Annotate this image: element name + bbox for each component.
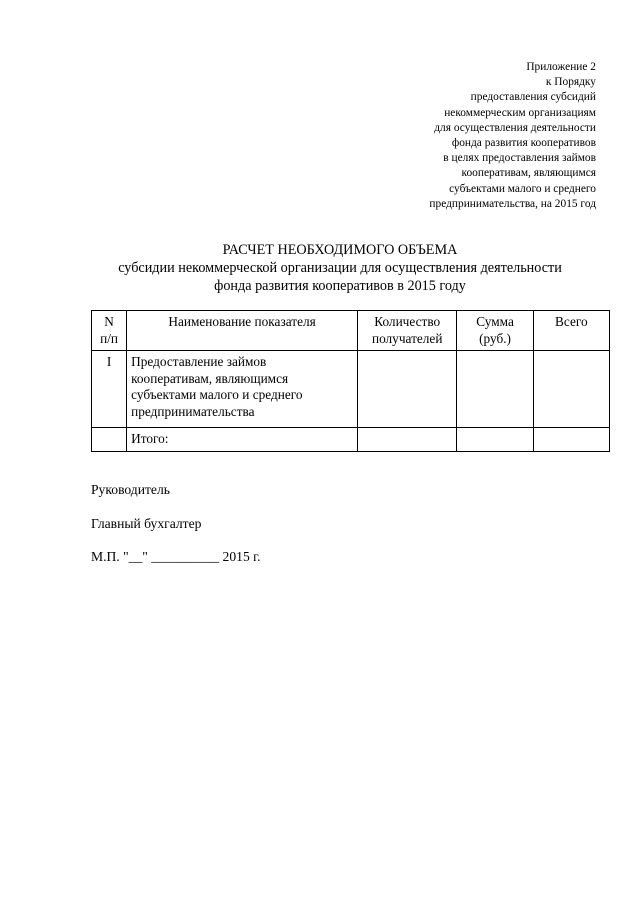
calculation-table	[91, 310, 610, 452]
cell-number	[92, 428, 127, 452]
signature-head: Руководитель	[91, 482, 170, 497]
cell-recipients-count	[358, 428, 457, 452]
cell-amount	[457, 428, 533, 452]
appendix-line: предпринимательства, на 2015 год	[429, 197, 596, 210]
appendix-line: кооперативам, являющимся	[461, 167, 596, 180]
cell-total	[533, 428, 609, 452]
header-recipients-count	[358, 311, 457, 351]
title-line-3: фонда развития кооперативов в 2015 году	[214, 278, 466, 294]
cell-indicator-name	[127, 351, 358, 428]
appendix-line: к Порядку	[545, 76, 596, 89]
cell-name-line: кооперативам, являющимся	[131, 370, 289, 386]
table-row-total	[92, 428, 610, 452]
appendix-line: некоммерческим организациям	[444, 106, 596, 119]
appendix-line: в целях предоставления займов	[443, 152, 596, 165]
cell-recipients-count	[358, 351, 457, 428]
appendix-line: для осуществления деятельности	[434, 121, 596, 134]
cell-amount	[457, 351, 533, 428]
header-amount-line-1: Сумма	[476, 314, 514, 329]
appendix-line: предоставления субсидий	[470, 91, 596, 104]
appendix-line: субъектами малого и среднего	[449, 182, 596, 195]
header-number-line-1: N	[104, 314, 114, 329]
title-line-1: РАСЧЕТ НЕОБХОДИМОГО ОБЪЕМА	[222, 242, 458, 258]
cell-name-line: предпринимательства	[131, 403, 255, 419]
stamp-date-line: М.П. "__" __________ 2015 г.	[91, 549, 261, 564]
cell-total	[533, 351, 609, 428]
cell-name-line: Предоставление займов	[131, 354, 267, 370]
document-title	[60, 241, 620, 295]
title-line-2: субсидии некоммерческой организации для осуществления деятельности	[118, 260, 562, 276]
header-total: Всего	[533, 311, 609, 351]
appendix-header	[296, 60, 596, 212]
header-amount	[457, 311, 533, 351]
appendix-line: Приложение 2	[526, 61, 596, 73]
header-recipients-line-1: Количество	[374, 314, 441, 329]
cell-indicator-name: Итого:	[127, 428, 358, 452]
appendix-line: фонда развития кооперативов	[451, 137, 596, 150]
header-recipients-line-2: получателей	[371, 330, 443, 346]
table-header-row	[92, 311, 610, 351]
cell-name-line: субъектами малого и среднего	[131, 387, 303, 403]
header-indicator-name: Наименование показателя	[127, 311, 358, 351]
table-row	[92, 351, 610, 428]
header-amount-line-2: (руб.)	[479, 330, 511, 346]
header-number-line-2: п/п	[100, 330, 119, 346]
cell-number: I	[92, 351, 127, 428]
header-number	[92, 311, 127, 351]
signature-accountant: Главный бухгалтер	[91, 516, 202, 531]
